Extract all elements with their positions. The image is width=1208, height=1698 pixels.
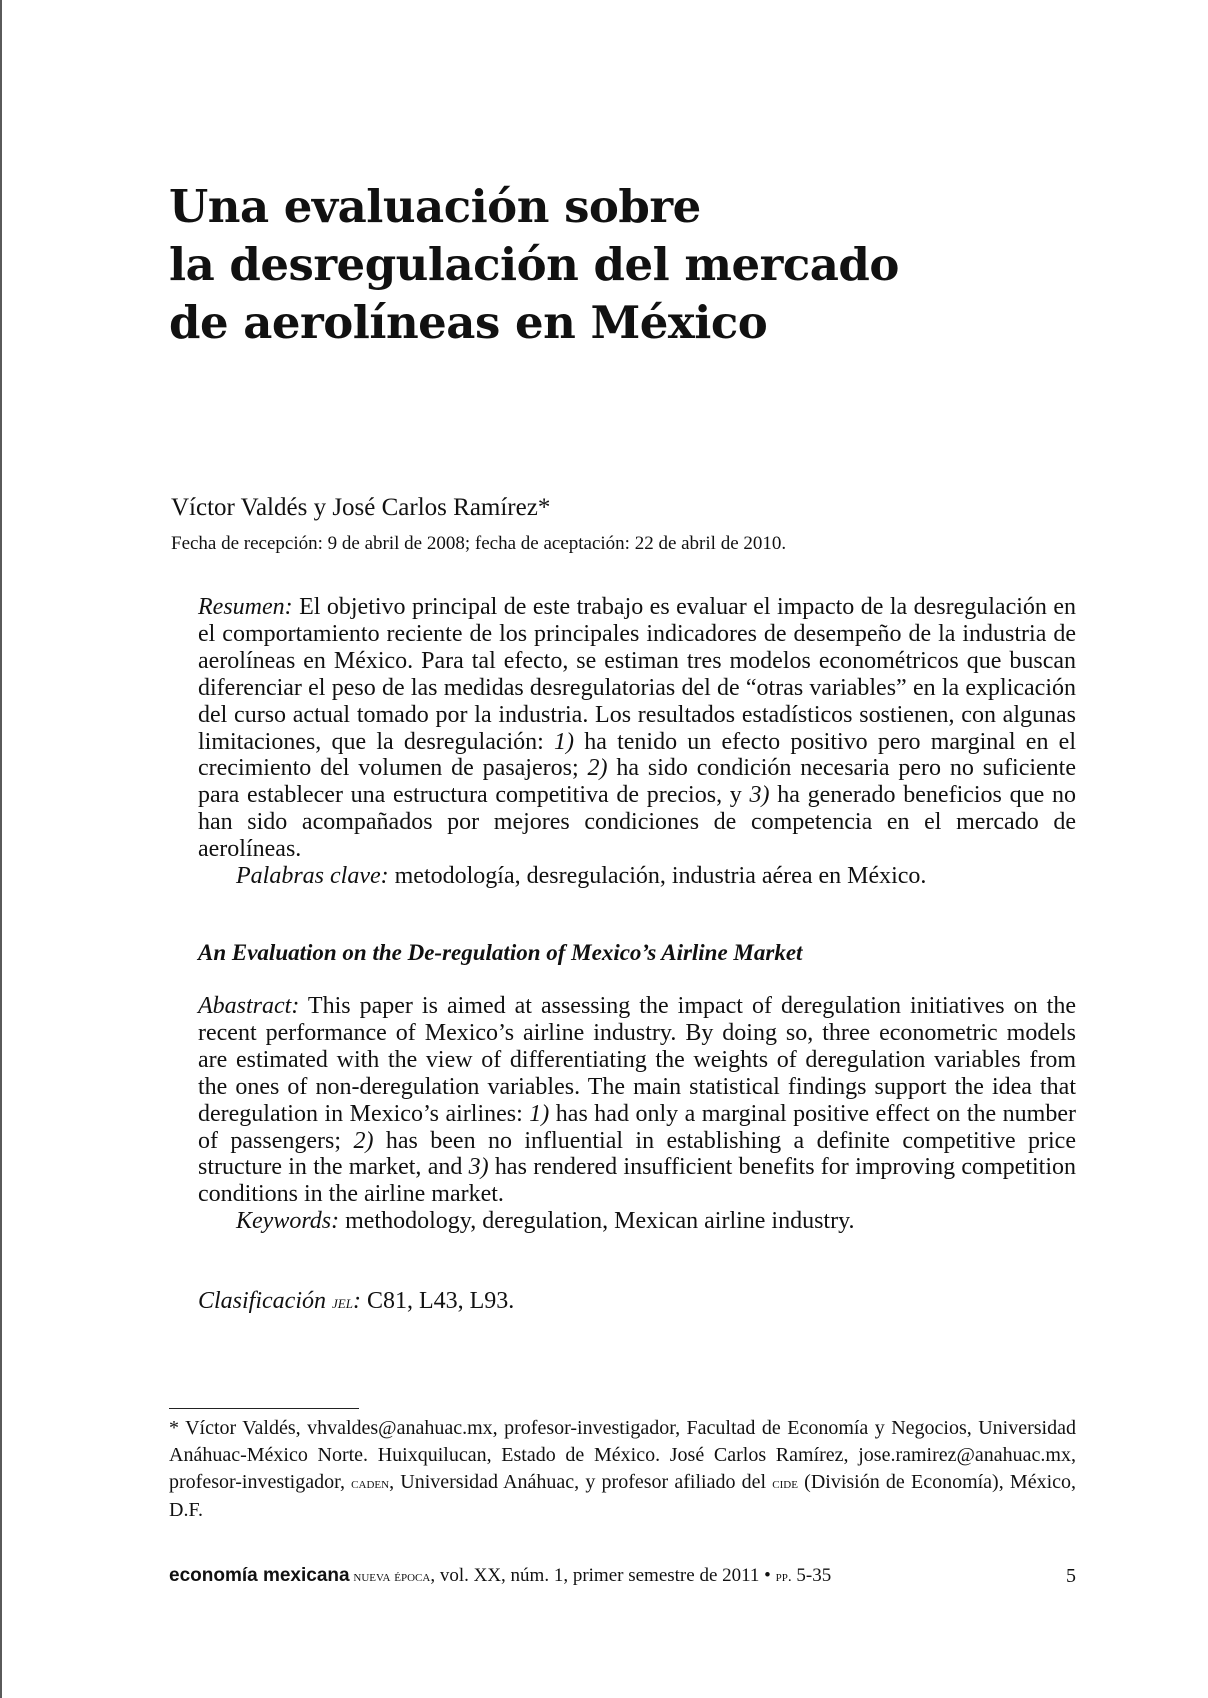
- enum-marker: 3): [749, 782, 770, 809]
- keywords: [198, 1208, 1076, 1235]
- resumen-paragraph: [198, 594, 1076, 863]
- resumen-text: ha sido condición necesaria pero no suficiente para establecer una estructura competitiva de precios, y: [198, 755, 1077, 809]
- resumen-text: ha tenido un efecto positivo pero marginal en el crecimiento del volumen de pasajeros;: [198, 728, 1076, 782]
- palabras-clave: [198, 863, 1076, 890]
- footnote-acronym: cide: [772, 1475, 798, 1492]
- abstract-text: has had only a marginal positive effect on the number of passengers;: [198, 1100, 1076, 1154]
- journal-volume: , vol. XX, núm. 1, primer semestre de 2011 •: [430, 1565, 776, 1586]
- keywords-text: metodología, desregulación, industria aérea en México.: [388, 863, 927, 890]
- author-footnote: [169, 1415, 1076, 1524]
- abstract-text: This paper is aimed at assessing the impact of deregulation initiatives on the recent performance of Mexico’s airline industry. By doing so, three econometric models are estimated with the view of differentiating the weights of deregulation variables from the ones of non-deregulation variables. The main statistical findings support the idea that deregulation in Mexico’s airlines:: [198, 993, 1076, 1127]
- footnote-rule: [169, 1408, 359, 1409]
- authors: Víctor Valdés y José Carlos Ramírez*: [171, 494, 551, 521]
- enum-marker: 2): [587, 755, 608, 782]
- footnote-text: , Universidad Anáhuac, y profesor afiliado del: [389, 1471, 773, 1493]
- page-edge-rule: [0, 0, 2, 1698]
- jel-codes: C81, L43, L93.: [360, 1288, 515, 1314]
- enum-marker: 2): [353, 1127, 374, 1154]
- abstract-text: has been no influential in establishing a definite competitive price structure in the market, and: [198, 1127, 1076, 1181]
- footnote-text: (División de Economía), México, D.F.: [169, 1471, 1077, 1521]
- footnote-acronym: caden: [351, 1475, 390, 1492]
- journal-epoca: nueva época: [349, 1568, 431, 1585]
- enum-marker: 1): [554, 728, 575, 755]
- reception-dates: Fecha de recepción: 9 de abril de 2008; fecha de aceptación: 22 de abril de 2010.: [171, 533, 787, 554]
- resumen-text: El objetivo principal de este trabajo es evaluar el impacto de la desregulación en el comportamiento reciente de los principales indicadores de desempeño de la industria de aerolíneas en México. Para tal efecto, se estiman tres modelos econométricos que buscan diferenciar el peso de las medidas desregulatorias del de “otras variables” en la explicación del curso actual tomado por la industria. Los resultados estadísticos sostienen, con algunas limitaciones, que la desregulación:: [198, 594, 1076, 755]
- english-title: An Evaluation on the De-regulation of Mexico’s Airline Market: [198, 940, 803, 965]
- abstract-text: has rendered insufficient benefits for improving competition conditions in the airline market.: [198, 1154, 1076, 1208]
- page-number: 5: [1066, 1565, 1076, 1587]
- title-line: la desregulación del mercado: [169, 238, 899, 291]
- article-title: [169, 178, 969, 352]
- jel-label: Clasificación: [198, 1288, 326, 1314]
- abstract-label: Abastract:: [198, 993, 300, 1019]
- jel-colon: :: [352, 1288, 361, 1314]
- pages-label: pp.: [775, 1568, 792, 1585]
- jel-classification: [198, 1288, 514, 1315]
- title-line: de aerolíneas en México: [169, 296, 768, 349]
- abstract-block: [198, 993, 1076, 1235]
- keywords-label: Keywords:: [236, 1208, 340, 1235]
- page-range: 5-35: [791, 1565, 832, 1586]
- enum-marker: 1): [529, 1100, 550, 1127]
- footnote-text: * Víctor Valdés, vhvaldes@anahuac.mx, profesor-investigador, Facultad de Economía y Negocios, Universidad Anáhuac-México Norte. Huixquilucan, Estado de México. José Carlos Ramírez, jose.ramirez@anahuac.mx, profesor-investigador,: [169, 1417, 1076, 1493]
- title-line: Una evaluación sobre: [169, 180, 701, 233]
- enum-marker: 3): [468, 1154, 489, 1181]
- keywords-text: methodology, deregulation, Mexican airline industry.: [339, 1208, 855, 1235]
- keywords-label: Palabras clave:: [236, 863, 389, 890]
- page-footer: [169, 1565, 1076, 1587]
- resumen-block: [198, 594, 1076, 890]
- jel-tag: jel: [332, 1292, 353, 1313]
- resumen-label: Resumen:: [198, 594, 293, 620]
- journal-name: economía mexicana: [169, 1565, 350, 1586]
- resumen-text: ha generado beneficios que no han sido acompañados por mejores condiciones de competencia en el mercado de aerolíneas.: [198, 782, 1076, 863]
- abstract-paragraph: [198, 993, 1076, 1208]
